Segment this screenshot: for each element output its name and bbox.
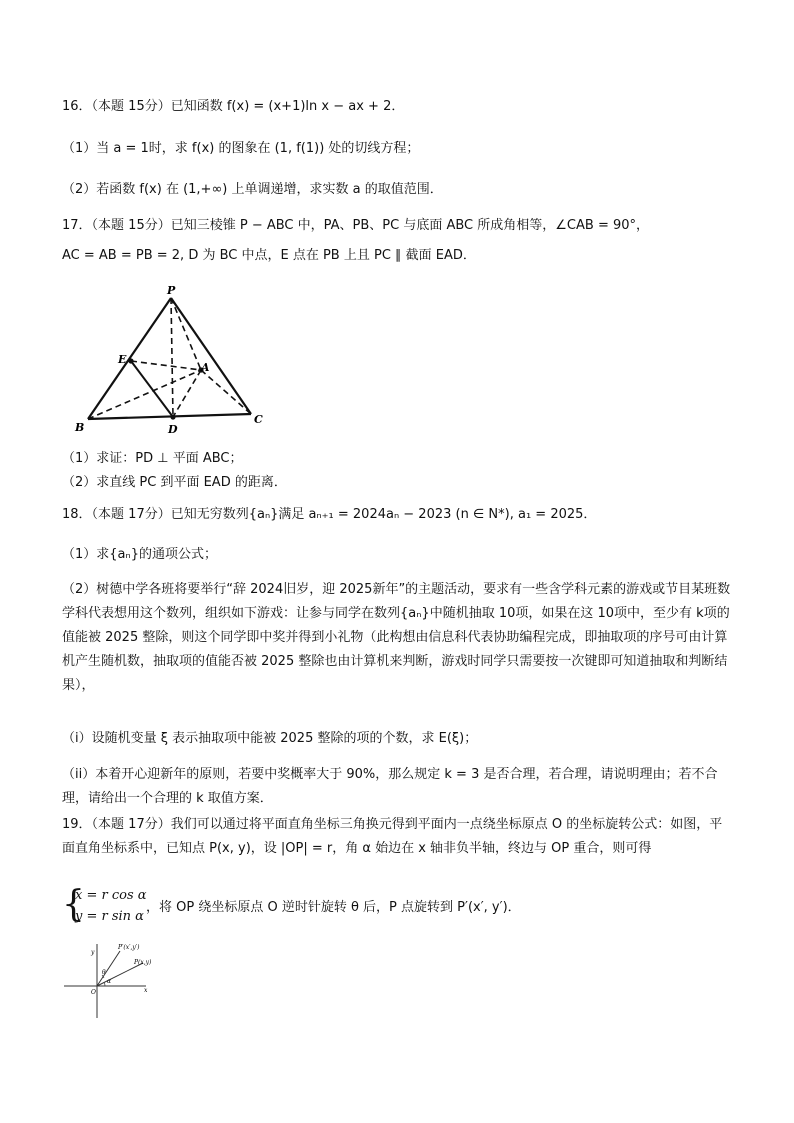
problem-19-after-system: ，将 OP 绕坐标原点 O 逆时针旋转 θ 后，P 点旋转到 P′(x′, y′)． <box>146 900 521 915</box>
label-x: x <box>144 987 148 994</box>
tetrahedron-figure <box>70 283 270 438</box>
label-theta: θ <box>102 969 106 976</box>
edge-EA <box>131 361 201 370</box>
system-eq-2: y = r sin α <box>75 909 144 924</box>
label-D: D <box>168 423 178 436</box>
label-E: E <box>118 353 127 366</box>
label-alpha: α <box>107 978 112 985</box>
label-C: C <box>254 413 263 426</box>
problem-16-heading: 16．（本题 15分）已知函数 f(x) = (x+1)ln x − ax + 2． <box>62 99 405 114</box>
problem-17-part-1: （1）求证：PD ⊥ 平面 ABC； <box>62 451 243 466</box>
label-O: O <box>91 989 96 996</box>
edge-AD <box>173 370 201 417</box>
problem-18-part-2: （2）树德中学各班将要举行“辞 2024旧岁，迎 2025新年”的主题活动，要求有一些含学科元素的游戏或节目某班数学科代表想用这个数列，组织如下游戏：让参与同学在数列{aₙ}中随机抽取 10项，如果在这 10项中，至少有 k项的值能被 2025 整除，则这个同学即中奖并得到小礼物（此构想由信息科代表协助编程完成，即抽取项的序号可由计算机产生随机数，抽取项的值能否被 2025 整除也由计算机来判断，游戏时同学只需要按一次键即可知道抽取和判断结果）， <box>62 582 731 693</box>
problem-17-heading: 17．（本题 15分）已知三棱锥 P − ABC 中，PA、PB、PC 与底面 ABC 所成角相等，∠CAB = 90°， <box>62 218 650 233</box>
problem-18-part-2-i: （i）设随机变量 ξ 表示抽取项中能被 2025 整除的项的个数，求 E(ξ)； <box>62 731 478 746</box>
problem-19-heading: 19．（本题 17分）我们可以通过将平面直角坐标三角换元得到平面内一点绕坐标原点 O 的坐标旋转公式：如图，平面直角坐标系中，已知点 P(x, y)，设 |OP| = r，角 α 始边在 x 轴非负半轴，终边与 OP 重合，则可得 <box>62 817 723 856</box>
point-E <box>128 358 133 363</box>
edge-BC <box>88 414 251 419</box>
problem-17-part-2: （2）求直线 PC 到平面 EAD 的距离． <box>62 475 287 490</box>
edge-PC <box>171 298 251 414</box>
problem-17-heading-cont: AC = AB = PB = 2, D 为 BC 中点，E 点在 PB 上且 PC ∥ 截面 EAD． <box>62 248 476 263</box>
label-B: B <box>75 421 85 434</box>
edge-ED <box>131 361 173 417</box>
label-P: P(x,y) <box>134 959 152 966</box>
rotation-figure <box>64 940 154 1022</box>
label-y: y <box>91 949 95 956</box>
system-eq-1: x = r cos α <box>75 888 147 903</box>
label-P: P <box>167 284 176 297</box>
problem-16-part-1: （1）当 a = 1时，求 f(x) 的图象在 (1, f(1)) 处的切线方程； <box>62 141 420 156</box>
problem-18-part-2-ii: （ii）本着开心迎新年的原则，若要中奖概率大于 90%，那么规定 k = 3 是否合理，若合理，请说明理由；若不合理，请给出一个合理的 k 取值方案． <box>62 767 718 806</box>
edge-PD <box>171 298 173 417</box>
problem-18-part-1: （1）求{aₙ}的通项公式； <box>62 547 217 562</box>
label-A: A <box>201 361 210 374</box>
problem-16-part-2: （2）若函数 f(x) 在 (1,+∞) 上单调递增，求实数 a 的取值范围． <box>62 182 443 197</box>
label-P-prime: P′(x′,y′) <box>118 944 140 951</box>
problem-18-heading: 18．（本题 17分）已知无穷数列{aₙ}满足 aₙ₊₁ = 2024aₙ − 2023 (n ∈ N*), a₁ = 2025． <box>62 507 597 522</box>
point-D <box>170 414 175 419</box>
rotation-system-brace: { <box>62 884 85 925</box>
